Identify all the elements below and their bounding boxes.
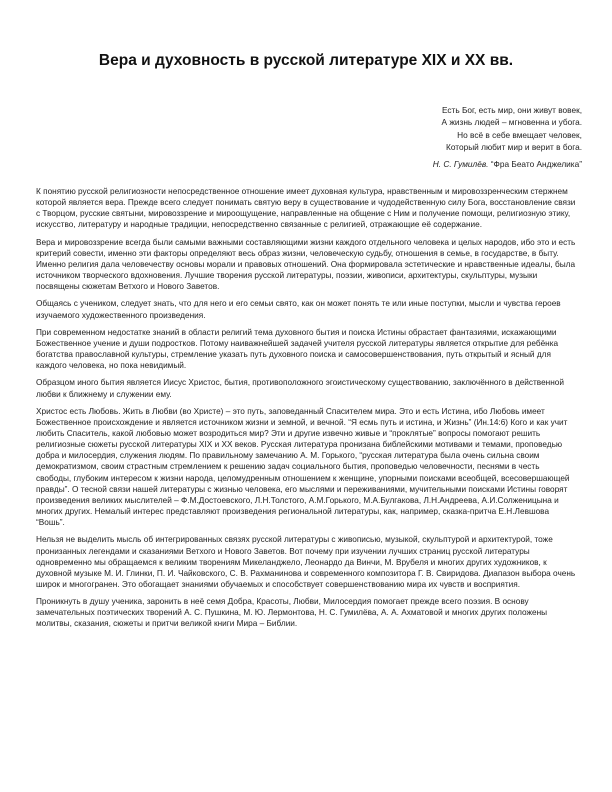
paragraph: Образцом иного бытия является Иисус Христос, бытия, противоположного эгоистическому существованию, заключённого в действенной любви к ближнему и служении ему. [36,378,564,399]
paragraph: К понятию русской религиозности непосредственное отношение имеет духовная культура, нравственным и мировоззренческим стержнем которой является вера. Прежде всего следует понимать святую веру в существование и чудодейственную силу Бога, восстановление связи с Творцом, русские святыни, мировоззрение и мироощущение, направленные на общение с Ним и получение помощи, религиозную этику, искусство, литературу и народные традиции, непосредственно связанные с религией, отражающие её содержание. [36,187,576,230]
epigraph-source [282,158,582,170]
document-title: Вера и духовность в русской литературе XIX и XX вв. [98,52,514,69]
epigraph-work: “Фра Беато Анджелика” [490,158,582,169]
epigraph-line: Который любит мир и верит в бога. [446,142,582,153]
epigraph-line: Есть Бог, есть мир, они живут вовек, [441,105,582,115]
epigraph [282,104,582,170]
paragraph: Проникнуть в душу ученика, заронить в неё семя Добра, Красоты, Любви, Милосердия помогает прежде всего поэзия. В основу замечательных поэтических творений А. С. Пушкина, М. Ю. Лермонтова, Н. С. Гумилёва, А. А. Ахматовой и многих других положены молитвы, сказания, сюжеты и притчи великой книги Мира – Библии. [36,597,548,629]
epigraph-line: Но всё в себе вмещает человек, [457,129,582,140]
epigraph-line: А жизнь людей – мгновенна и убога. [441,117,582,128]
paragraph: При современном недостатке знаний в области религий тема духовного бытия и поиска Истины обрастает фантазиями, искажающими Божественное учение и души подростков. Потому наиважнейшей задачей учителя русской литературы является открытие для ребёнка богатства православной культуры, стремление указать путь духовного поиска и самосовершенствования, путь открытый и ясный для каждого человека, но пока невидимый. [36,327,559,371]
epigraph-author: Н. С. Гумилёв. [432,158,489,169]
paragraph: Вера и мировоззрение всегда были самыми важными составляющими жизни каждого отдельного человека и целых народов, ибо это и есть критерий совести, именно эти факторы определяют весь образ жизни, человеческую судьбу, отношения в семье, в государстве, в быту. Именно религия дала человечеству основы морали и правовых отношений. Она формировала эстетические и нравственные идеалы, была источником творческого вдохновения. Лучшие творения русской литературы, поэзии, живописи, архитектуры, скульптуры, музыки посвящены сюжетам Ветхого и Нового Заветов. [36,237,576,292]
body-text [36,186,576,636]
paragraph: Общаясь с учеником, следует знать, что для него и его семьи свято, как он может понять те или иные поступки, мысли и чувства героев изучаемого художественного произведения. [36,299,561,320]
paragraph: Нельзя не выделить мысль об интегрированных связях русской литературы с живописью, музыкой, скульптурой и архитектурой, тоже пронизанных легендами и сказаниями Ветхого и Нового Заветов. Вот почему при изучении лучших страниц русской литературы одновременно мы обращаемся к великим творениям Микеланджело, Леонардо да Винчи, М. Врубеля и многих других художников, к духовной музыке М. И. Глинки, П. И. Чайковского, С. В. Рахманинова и современного композитора Г. В. Свиридова. Диапазон выбора очень широк и многогранен. Это обогащает знаниями обучаемых и способствует совершенствованию мира их чувств и восприятия. [36,535,576,589]
paragraph: Христос есть Любовь. Жить в Любви (во Христе) – это путь, заповеданный Спасителем мира. Это и есть Истина, ибо Любовь имеет Божественное происхождение и является источником жизни и земной, и вечной. “Я есмь путь и истина, и Жизнь” (Ин.14:6) Кого и как учит любить Спаситель, какой любовью может возродиться мир? Эти и другие извечно живые и “проклятые” вопросы помогают решить религиозные сюжеты русской литературы XIX и XX веков. Русская литература пронизана библейскими мотивами и темами, проповедью добра и милосердия, служения людям. По правильному замечанию А. М. Горького, “русская литература была очень сильна своим демократизмом, своим страстным стремлением к решению задач социального бытия, проповедью человечности, песнями в честь свободы, глубоким интересом к жизни народа, целомудренным отношением к женщине, упорными поисками всеобщей, всесовершающей правды”. О тесной связи нашей литературы с жизнью человека, его мыслями и переживаниями, мучительными поисками Истины говорят произведения великих мыслителей – Ф.М.Достоевского, Л.Н.Толстого, А.М.Горького, М.А.Булгакова, Л.Н.Андреева, А.И.Солженицына и многих других. Немалый интерес представляют произведения региональной литературы, как, например, сказка-притча Е.Н.Левшова “Вошь”. [36,406,570,528]
